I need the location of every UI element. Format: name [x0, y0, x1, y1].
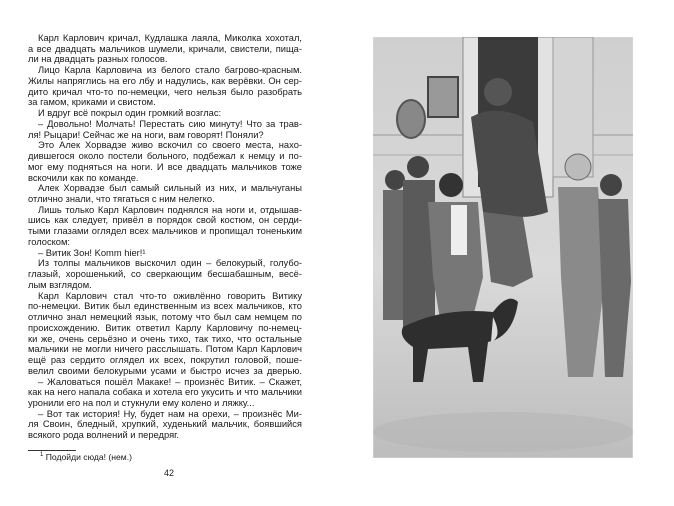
footnote-text: Подойди сюда! (нем.): [45, 452, 132, 462]
paragraph: [28, 140, 302, 183]
text-line: Из толпы мальчиков выскочил один – белокурый, голубо-: [38, 258, 302, 269]
paragraph: [28, 119, 302, 140]
text-line: – Жаловаться пошёл Макаке! – произнёс Витик. – Скажет,: [38, 376, 302, 387]
text-line: дившегося около постели больного, подбежал к немцу и по-: [28, 151, 302, 162]
text-line: ещё раз сердито оглядел их всех, покрутил головой, поше-: [28, 355, 302, 366]
text-line: лым взглядом.: [28, 279, 92, 290]
text-line: Это Алек Хорвадзе живо вскочил со своего места, нахо-: [38, 140, 302, 151]
text-line: Лицо Карла Карловича из белого стало багрово-красным.: [38, 65, 302, 76]
paragraph: [28, 33, 302, 65]
paragraph: [28, 205, 302, 248]
text-line: – Довольно! Молчать! Перестать сию минуту! Что за трав-: [38, 118, 302, 129]
text-line: велил своими белокурыми усами и быстро исчез за дверью.: [28, 365, 302, 376]
paragraph: [28, 291, 302, 377]
paragraph: [28, 183, 302, 204]
text-line: Алек Хорвадзе был самый сильный из них, и мальчуганы: [38, 183, 302, 194]
footnote-divider: [28, 450, 76, 451]
text-line: Лишь только Карл Карлович поднялся на ноги и, отдышав-: [38, 204, 302, 215]
text-line: как на него напала собака и хотела его укусить и что мальчики: [28, 387, 302, 398]
text-line: отлично знали, что тягаться с ним нелегко.: [28, 194, 215, 205]
text-line: вскочили как по команде.: [28, 172, 139, 183]
text-line: всякого рода волнений и передряг.: [28, 430, 179, 441]
footnote-marker: 1: [40, 452, 44, 459]
text-line: а все двадцать мальчиков шумели, кричали, свистели, пища-: [28, 43, 302, 54]
text-line: шись как следует, привёл в порядок свой костюм, он серди-: [28, 215, 302, 226]
text-line: – Витик Зон! Komm hier!¹: [38, 247, 146, 258]
text-line: дито кричал что-то по-немецки, чего нельзя было разобрать: [28, 86, 302, 97]
footnote: [40, 452, 132, 462]
text-line: Карл Карлович стал что-то оживлённо говорить Витику: [38, 290, 302, 301]
text-line: мог ему подняться на ноги. И все двадцать мальчиков тоже: [28, 161, 302, 172]
text-line: глазый, хорошенький, со сверкающим бесшабашным, весё-: [28, 269, 302, 280]
text-line: ки же, очень серьёзно и очень тихо, так тихо, что остальные: [28, 333, 302, 344]
book-text-column: [28, 33, 302, 441]
text-line: И вдруг всё покрыл один громкий возглас:: [38, 108, 222, 119]
text-line: голоском:: [28, 236, 71, 247]
text-line: – Вот так история! Ну, будет нам на орехи, – произнёс Ми-: [38, 408, 302, 419]
text-line: Карл Карлович кричал, Кудлашка лаяла, Миколка хохотал,: [38, 33, 302, 43]
paragraph: [28, 248, 302, 259]
paragraph: [28, 258, 302, 290]
paragraph: [28, 409, 302, 441]
text-line: тыми глазами оглядел всех мальчиков и пропищал тоненьким: [28, 226, 302, 237]
text-line: ля! Рыцари! Сейчас же на ноги, вам говорят! Поняли?: [28, 129, 264, 140]
paragraph: [28, 65, 302, 108]
text-line: происхождению. Витик ответил Карлу Карловичу по-немец-: [28, 322, 302, 333]
illustration-teacher-and-boys-with-dog: [373, 37, 633, 458]
text-line: ли на двадцать разных голосов.: [28, 54, 168, 65]
text-line: Жилы напряглись на его лбу и надулись, как верёвки. Он сер-: [28, 75, 302, 86]
text-line: уронили его на пол и стукнули ему колено и ляжку...: [28, 397, 255, 408]
page-number: 42: [164, 468, 175, 478]
text-line: по-немецки. Витик был единственным из всех мальчиков, кто: [28, 301, 302, 312]
paragraph: [28, 108, 302, 119]
paragraph: [28, 377, 302, 409]
text-line: ля Своин, бледный, хрупкий, худенький мальчик, боявшийся: [28, 419, 302, 430]
text-line: отлично знал немецкий язык, потому что был сам немцем по: [28, 312, 302, 323]
text-line: за гамом, криками и свистом.: [28, 97, 156, 108]
text-line: мальчики не могли ничего расслышать. Потом Карл Карлович: [28, 344, 302, 355]
